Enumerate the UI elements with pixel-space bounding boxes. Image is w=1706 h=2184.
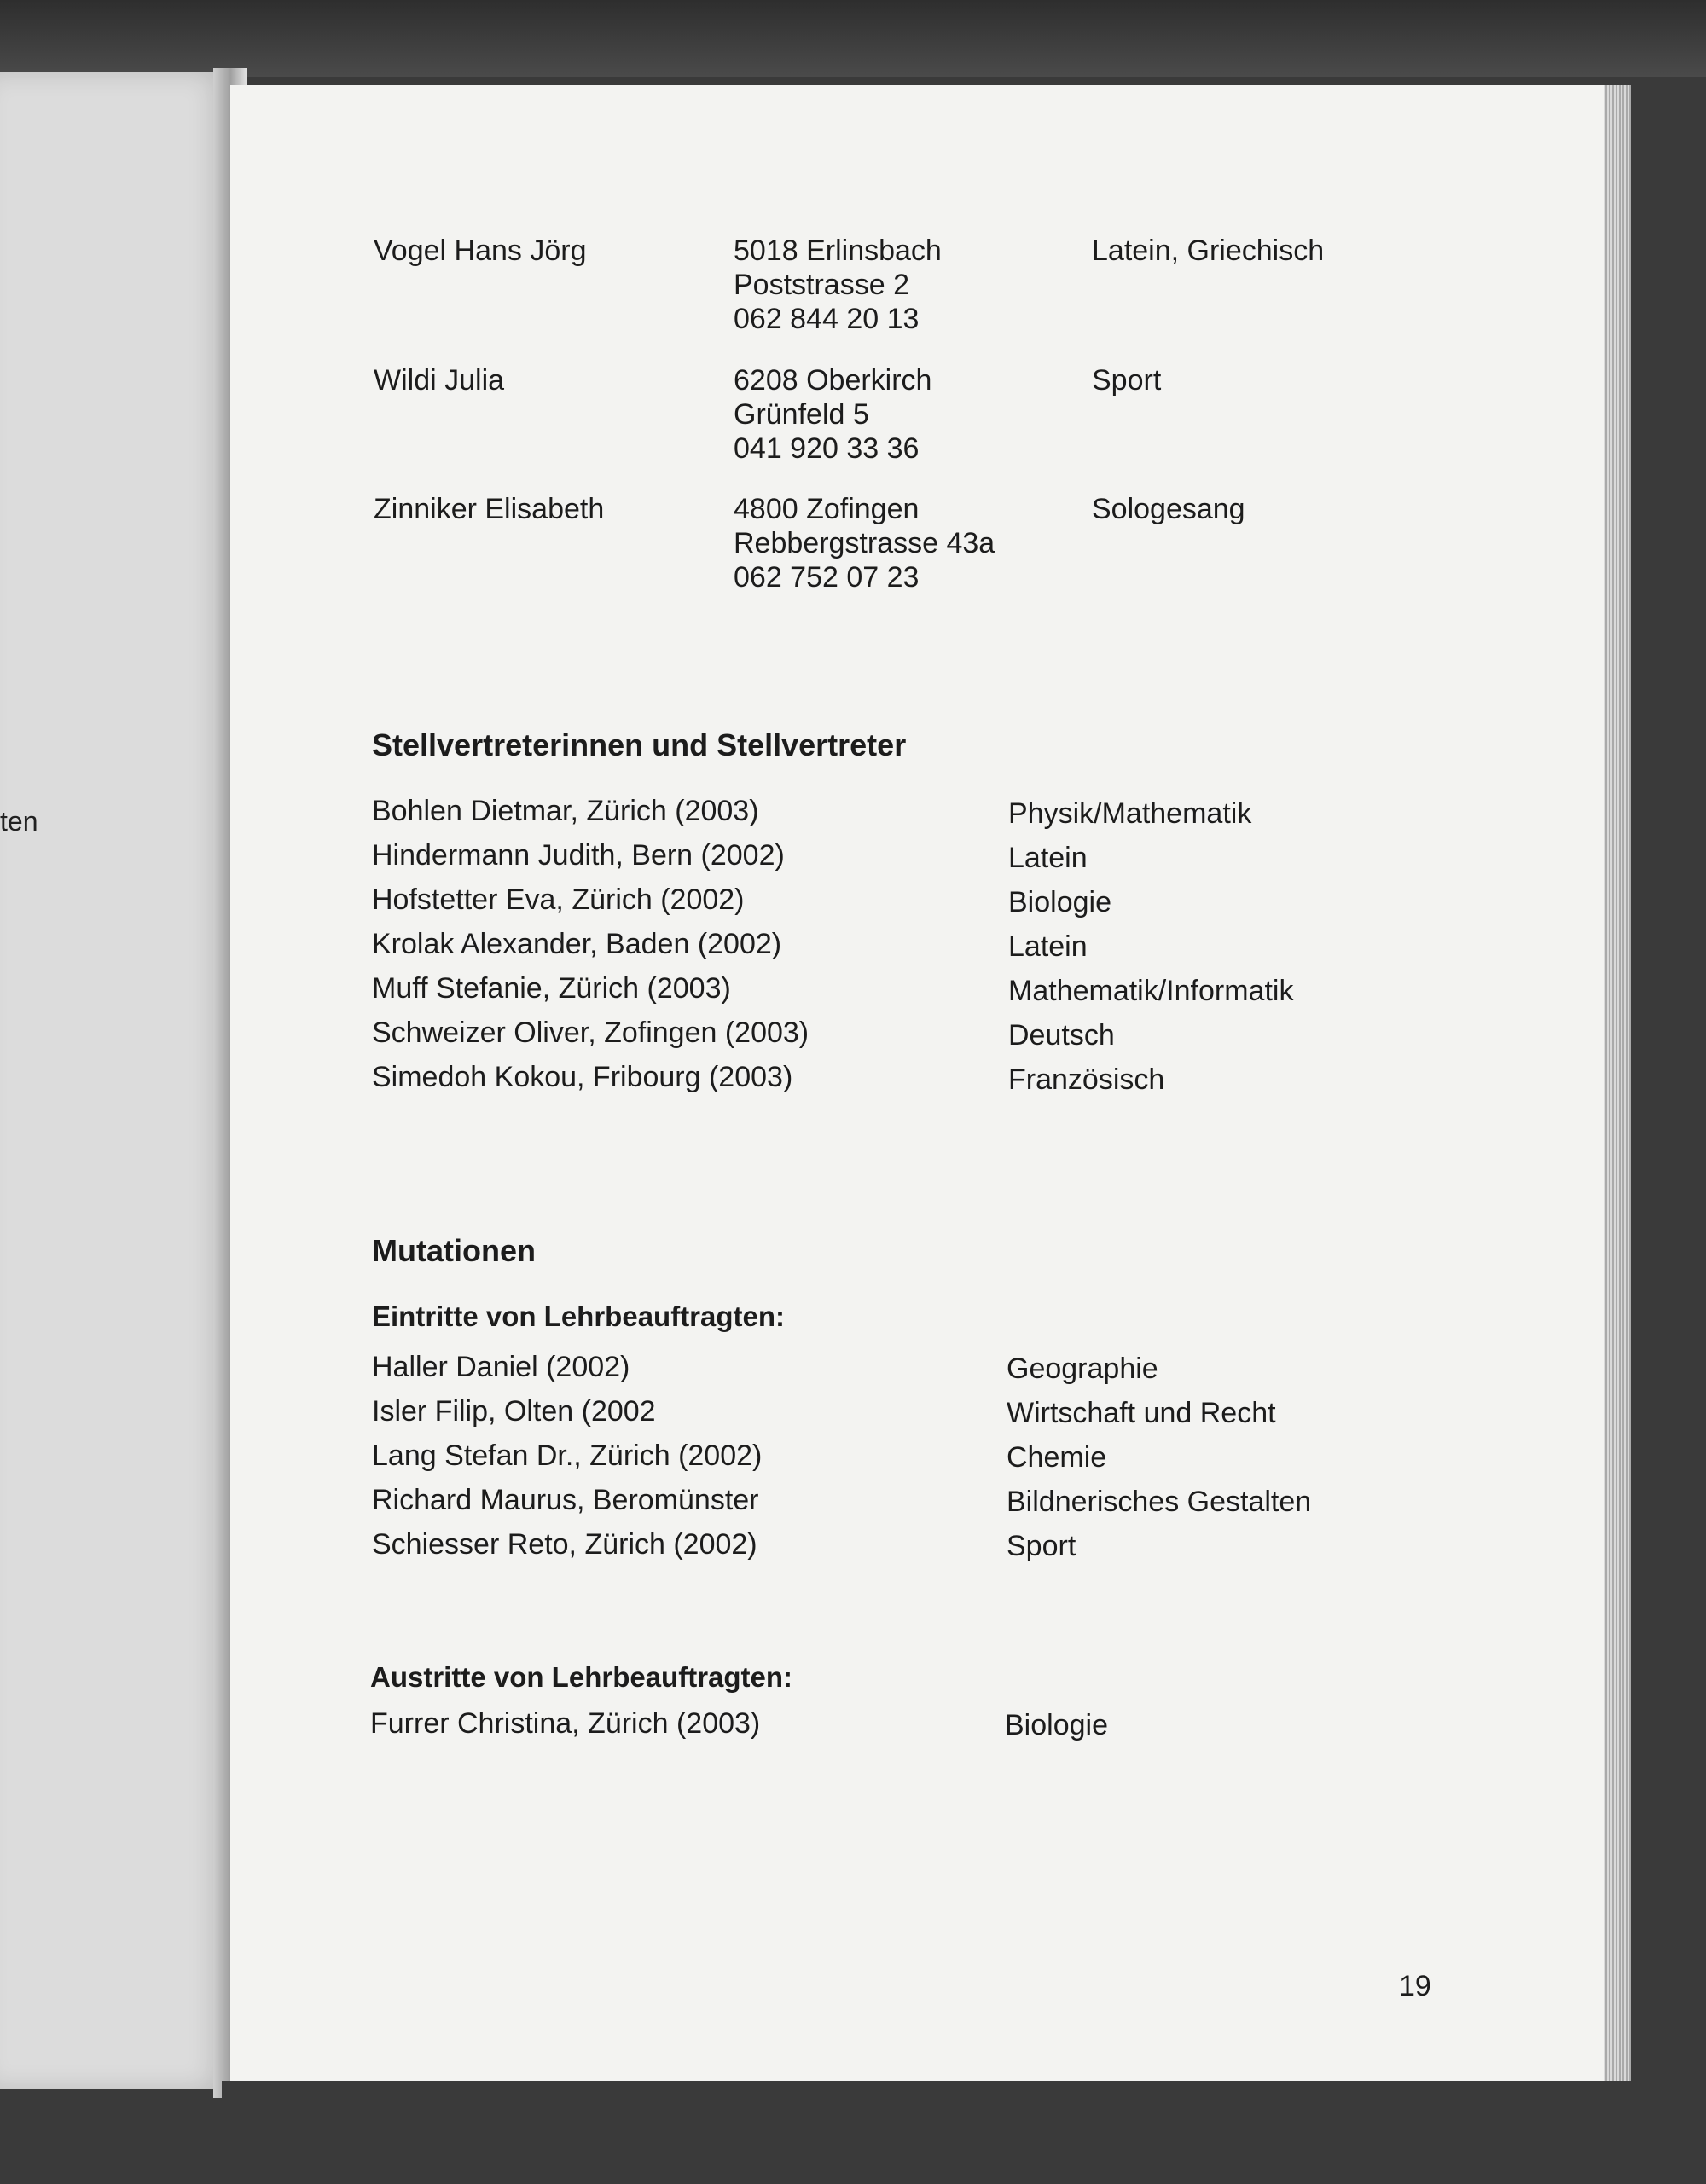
contact-phone: 041 920 33 36	[734, 432, 920, 465]
entry-name: Isler Filip, Olten (2002	[372, 1395, 656, 1428]
scan-bottom	[222, 2081, 1638, 2184]
left-page	[0, 72, 230, 2089]
substitute-name: Hindermann Judith, Bern (2002)	[372, 839, 785, 872]
contact-phone: 062 844 20 13	[734, 303, 920, 335]
section-heading-substitutes: Stellvertreterinnen und Stellvertreter	[372, 727, 907, 762]
page-number: 19	[1399, 1970, 1431, 2002]
scan-background	[0, 0, 1706, 77]
exit-name: Furrer Christina, Zürich (2003)	[370, 1707, 761, 1740]
section-heading-mutations: Mutationen	[372, 1233, 536, 1268]
contact-address-line: 6208 Oberkirch	[734, 364, 932, 397]
entry-name: Schiesser Reto, Zürich (2002)	[372, 1528, 757, 1561]
entry-name: Lang Stefan Dr., Zürich (2002)	[372, 1440, 763, 1472]
contact-address-line: 5018 Erlinsbach	[734, 235, 942, 267]
entries-heading: Eintritte von Lehrbeauftragten:	[372, 1301, 786, 1332]
entry-subject: Bildnerisches Gestalten	[1007, 1486, 1312, 1518]
substitute-subject: Biologie	[1008, 886, 1111, 918]
entry-subject: Geographie	[1007, 1353, 1158, 1385]
substitute-name: Hofstetter Eva, Zürich (2002)	[372, 883, 745, 916]
entry-name: Richard Maurus, Beromünster	[372, 1484, 759, 1516]
contact-subject: Sport	[1092, 364, 1162, 397]
contact-name: Zinniker Elisabeth	[374, 493, 605, 525]
exit-subject: Biologie	[1005, 1709, 1108, 1741]
substitute-subject: Latein	[1008, 930, 1088, 963]
substitute-name: Bohlen Dietmar, Zürich (2003)	[372, 795, 759, 827]
substitute-name: Muff Stefanie, Zürich (2003)	[372, 972, 731, 1005]
left-page-fragment: ten	[0, 806, 38, 837]
page-edge	[1604, 85, 1631, 2089]
substitute-name: Simedoh Kokou, Fribourg (2003)	[372, 1061, 793, 1093]
substitute-subject: Mathematik/Informatik	[1008, 975, 1294, 1007]
contact-address-line: Grünfeld 5	[734, 398, 869, 431]
exits-heading: Austritte von Lehrbeauftragten:	[370, 1661, 793, 1693]
contact-address-line: Poststrasse 2	[734, 269, 909, 301]
contact-subject: Latein, Griechisch	[1092, 235, 1325, 267]
contact-address-line: 4800 Zofingen	[734, 493, 920, 525]
entry-subject: Chemie	[1007, 1441, 1107, 1474]
contact-name: Vogel Hans Jörg	[374, 235, 587, 267]
entry-name: Haller Daniel (2002)	[372, 1351, 630, 1383]
substitute-name: Krolak Alexander, Baden (2002)	[372, 928, 782, 960]
contact-address-line: Rebbergstrasse 43a	[734, 527, 995, 559]
contact-phone: 062 752 07 23	[734, 561, 920, 594]
substitute-subject: Französisch	[1008, 1063, 1165, 1096]
contact-subject: Sologesang	[1092, 493, 1245, 525]
contact-name: Wildi Julia	[374, 364, 505, 397]
substitute-subject: Latein	[1008, 842, 1088, 874]
entry-subject: Wirtschaft und Recht	[1007, 1397, 1276, 1429]
substitute-subject: Deutsch	[1008, 1019, 1115, 1051]
substitute-name: Schweizer Oliver, Zofingen (2003)	[372, 1017, 809, 1049]
entry-subject: Sport	[1007, 1530, 1076, 1562]
substitute-subject: Physik/Mathematik	[1008, 797, 1252, 830]
